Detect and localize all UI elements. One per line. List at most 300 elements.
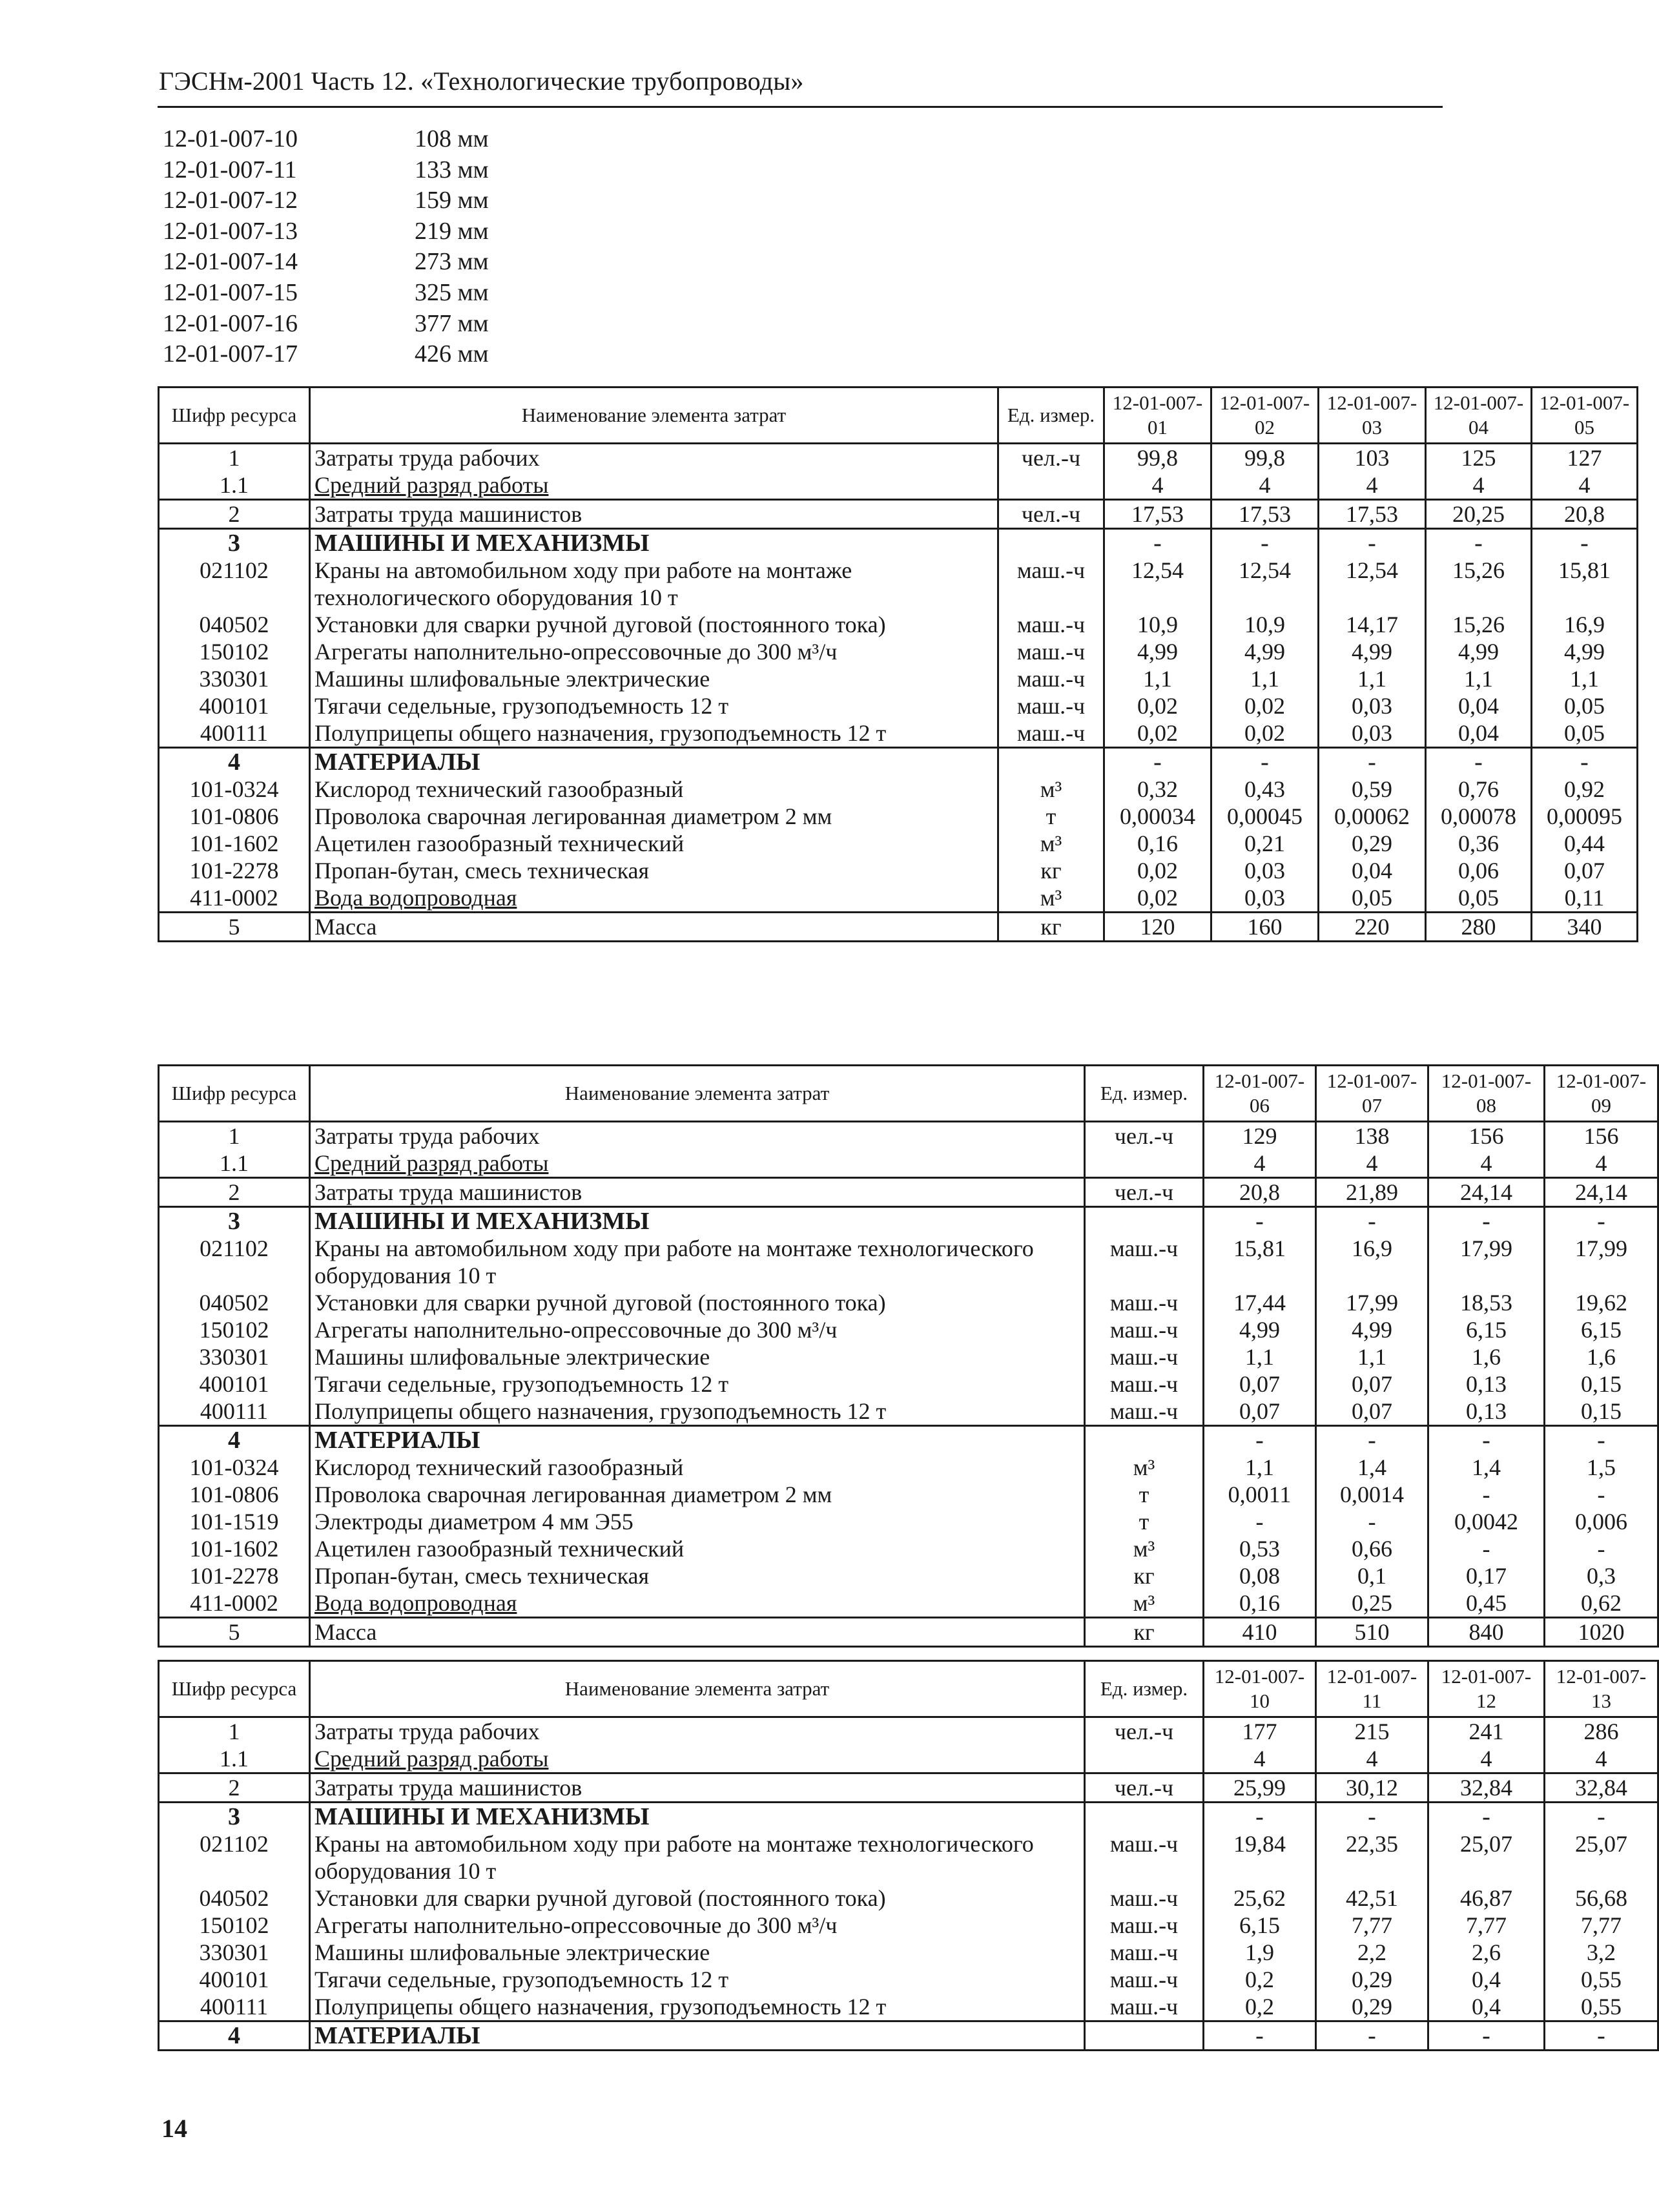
resource-unit: маш.-ч <box>998 719 1104 748</box>
resource-value: 0,45 <box>1428 1589 1545 1618</box>
code-list-code: 12-01-007-11 <box>163 156 297 183</box>
resource-value: - <box>1428 1481 1545 1508</box>
resource-value: 156 <box>1428 1122 1545 1150</box>
resource-value: 30,12 <box>1316 1773 1428 1803</box>
resource-value: 0,07 <box>1532 857 1638 884</box>
table-row <box>159 1803 1658 1831</box>
resource-unit: чел.-ч <box>998 500 1104 529</box>
resource-value: 0,02 <box>1104 692 1211 719</box>
resource-unit <box>998 471 1104 500</box>
resource-value: 0,07 <box>1204 1398 1316 1426</box>
resource-code: 040502 <box>159 1289 310 1316</box>
resource-value: 10,9 <box>1211 611 1319 638</box>
resource-value: 177 <box>1204 1717 1316 1746</box>
table-row <box>159 1966 1658 1993</box>
resource-name: Агрегаты наполнительно-опрессовочные до 300 м³/ч <box>310 638 998 665</box>
resource-code: 040502 <box>159 611 310 638</box>
resource-code: 150102 <box>159 1316 310 1343</box>
code-list-size: 273 мм <box>415 248 489 276</box>
table-row <box>159 1535 1658 1562</box>
table-row <box>159 803 1638 830</box>
resource-name: Установки для сварки ручной дуговой (постоянного тока) <box>310 1885 1085 1912</box>
resource-value: 0,0011 <box>1204 1481 1316 1508</box>
resource-value: 0,25 <box>1316 1589 1428 1618</box>
resource-value: 0,44 <box>1532 830 1638 857</box>
resource-value: 1,1 <box>1104 665 1211 692</box>
resource-value: 0,00078 <box>1426 803 1532 830</box>
resource-value: 0,05 <box>1319 884 1426 913</box>
resource-value: 0,29 <box>1316 1993 1428 2021</box>
resource-value: 0,32 <box>1104 776 1211 803</box>
resource-value: 0,16 <box>1204 1589 1316 1618</box>
resource-name: Ацетилен газообразный технический <box>310 1535 1085 1562</box>
resource-code: 411-0002 <box>159 884 310 913</box>
header-column-code: 12-01-007-10 <box>1204 1661 1316 1717</box>
resource-value: 0,05 <box>1532 719 1638 748</box>
header-column-code: 12-01-007-08 <box>1428 1066 1545 1122</box>
table-row <box>159 830 1638 857</box>
code-list-size: 159 мм <box>415 187 489 214</box>
resource-code: 101-0324 <box>159 776 310 803</box>
resource-name: Средний разряд работы <box>310 471 998 500</box>
table-row <box>159 529 1638 557</box>
resource-value: 241 <box>1428 1717 1545 1746</box>
resource-unit: кг <box>1085 1562 1204 1589</box>
header-column-code: 12-01-007-11 <box>1316 1661 1428 1717</box>
table-row <box>159 857 1638 884</box>
resource-value: 0,62 <box>1545 1589 1658 1618</box>
table-row <box>159 1289 1658 1316</box>
header-column-code: 12-01-007-03 <box>1319 388 1426 444</box>
resource-value: 1,1 <box>1319 665 1426 692</box>
resource-value: 4,99 <box>1211 638 1319 665</box>
resource-value: 4,99 <box>1104 638 1211 665</box>
resource-unit: кг <box>998 913 1104 942</box>
resource-code: 330301 <box>159 665 310 692</box>
resource-value: 286 <box>1545 1717 1658 1746</box>
resource-value: 0,00034 <box>1104 803 1211 830</box>
resource-unit: т <box>1085 1508 1204 1535</box>
code-list-size: 133 мм <box>415 156 489 183</box>
table-row <box>159 1885 1658 1912</box>
resource-unit: м³ <box>1085 1454 1204 1481</box>
header-column-code: 12-01-007-02 <box>1211 388 1319 444</box>
table-row <box>159 1343 1658 1370</box>
code-list-row <box>163 124 489 155</box>
resource-value: 215 <box>1316 1717 1428 1746</box>
code-list-size: 108 мм <box>415 125 489 152</box>
resource-code: 400111 <box>159 1398 310 1426</box>
resource-code: 400101 <box>159 1370 310 1398</box>
resource-table-3 <box>158 1660 1659 2051</box>
header-name: Наименование элемента затрат <box>310 388 998 444</box>
resource-value: 0,29 <box>1316 1966 1428 1993</box>
resource-value: 15,26 <box>1426 611 1532 638</box>
resource-value: 19,84 <box>1204 1830 1316 1885</box>
resource-name: Средний разряд работы <box>310 1745 1085 1773</box>
resource-name: МАТЕРИАЛЫ <box>310 1426 1085 1454</box>
resource-code: 4 <box>159 2021 310 2051</box>
header-column-code: 12-01-007-07 <box>1316 1066 1428 1122</box>
resource-unit: маш.-ч <box>1085 1912 1204 1939</box>
resource-value: 12,54 <box>1211 557 1319 611</box>
resource-value: - <box>1532 748 1638 776</box>
resource-value: 4 <box>1104 471 1211 500</box>
resource-code: 5 <box>159 1618 310 1647</box>
resource-code: 400101 <box>159 692 310 719</box>
resource-value: - <box>1428 1535 1545 1562</box>
resource-name: Агрегаты наполнительно-опрессовочные до 300 м³/ч <box>310 1912 1085 1939</box>
resource-name: МАШИНЫ И МЕХАНИЗМЫ <box>310 529 998 557</box>
resource-code: 3 <box>159 1803 310 1831</box>
resource-value: - <box>1428 2021 1545 2051</box>
resource-value: 120 <box>1104 913 1211 942</box>
resource-value: 0,05 <box>1532 692 1638 719</box>
resource-name: Тягачи седельные, грузоподъемность 12 т <box>310 1370 1085 1398</box>
resource-value: 0,03 <box>1319 692 1426 719</box>
code-size-list <box>163 124 489 370</box>
resource-value: 20,8 <box>1204 1178 1316 1207</box>
resource-unit: чел.-ч <box>998 444 1104 472</box>
resource-unit: чел.-ч <box>1085 1178 1204 1207</box>
resource-value: 0,17 <box>1428 1562 1545 1589</box>
table-row <box>159 500 1638 529</box>
resource-value: 0,4 <box>1428 1993 1545 2021</box>
resource-unit: маш.-ч <box>998 638 1104 665</box>
header-name: Наименование элемента затрат <box>310 1066 1085 1122</box>
resource-value: 16,9 <box>1316 1235 1428 1289</box>
resource-code: 5 <box>159 913 310 942</box>
table-row <box>159 1178 1658 1207</box>
table-row <box>159 748 1638 776</box>
resource-value: - <box>1428 1426 1545 1454</box>
resource-value: 24,14 <box>1428 1178 1545 1207</box>
resource-code: 411-0002 <box>159 1589 310 1618</box>
resource-unit: маш.-ч <box>1085 1830 1204 1885</box>
resource-table-1 <box>158 386 1638 942</box>
resource-name: Полуприцепы общего назначения, грузоподъемность 12 т <box>310 719 998 748</box>
resource-code: 150102 <box>159 638 310 665</box>
resource-value: 1,1 <box>1204 1343 1316 1370</box>
resource-value: - <box>1204 1508 1316 1535</box>
table-row <box>159 1745 1658 1773</box>
resource-code: 3 <box>159 529 310 557</box>
resource-name: Установки для сварки ручной дуговой (постоянного тока) <box>310 1289 1085 1316</box>
header-unit: Ед. измер. <box>998 388 1104 444</box>
resource-value: 0,29 <box>1319 830 1426 857</box>
resource-value: 340 <box>1532 913 1638 942</box>
resource-value: 21,89 <box>1316 1178 1428 1207</box>
code-list-code: 12-01-007-15 <box>163 278 298 306</box>
resource-code: 101-2278 <box>159 1562 310 1589</box>
resource-value: - <box>1204 1426 1316 1454</box>
resource-code: 3 <box>159 1207 310 1235</box>
resource-name: Затраты труда рабочих <box>310 1717 1085 1746</box>
resource-name: Машины шлифовальные электрические <box>310 1343 1085 1370</box>
code-list-size: 325 мм <box>415 278 489 306</box>
resource-value: 46,87 <box>1428 1885 1545 1912</box>
resource-unit: т <box>1085 1481 1204 1508</box>
resource-value: 12,54 <box>1319 557 1426 611</box>
resource-unit: кг <box>1085 1618 1204 1647</box>
resource-value: 19,62 <box>1545 1289 1658 1316</box>
resource-unit <box>1085 2021 1204 2051</box>
resource-unit: маш.-ч <box>998 611 1104 638</box>
resource-value: - <box>1545 1481 1658 1508</box>
resource-unit <box>1085 1803 1204 1831</box>
code-list-row <box>163 216 489 247</box>
code-list-row <box>163 309 489 340</box>
code-list-size: 426 мм <box>415 340 489 368</box>
resource-value: 7,77 <box>1428 1912 1545 1939</box>
code-list-row <box>163 185 489 216</box>
resource-code: 101-0324 <box>159 1454 310 1481</box>
resource-value: - <box>1545 1426 1658 1454</box>
resource-value: 1,1 <box>1532 665 1638 692</box>
resource-unit: маш.-ч <box>1085 1993 1204 2021</box>
resource-value: 0,03 <box>1211 857 1319 884</box>
resource-value: 99,8 <box>1104 444 1211 472</box>
resource-value: 4 <box>1545 1745 1658 1773</box>
resource-code: 1.1 <box>159 1150 310 1178</box>
table-row <box>159 1370 1658 1398</box>
resource-value: 125 <box>1426 444 1532 472</box>
resource-code: 2 <box>159 1773 310 1803</box>
resource-value: - <box>1428 1803 1545 1831</box>
resource-value: 6,15 <box>1545 1316 1658 1343</box>
resource-value: 0,21 <box>1211 830 1319 857</box>
code-list-row <box>163 155 489 186</box>
resource-unit: маш.-ч <box>1085 1316 1204 1343</box>
table-row <box>159 1398 1658 1426</box>
resource-value: 32,84 <box>1428 1773 1545 1803</box>
resource-code: 101-1602 <box>159 1535 310 1562</box>
resource-value: 4,99 <box>1319 638 1426 665</box>
resource-value: 6,15 <box>1428 1316 1545 1343</box>
resource-value: 0,00095 <box>1532 803 1638 830</box>
resource-value: 103 <box>1319 444 1426 472</box>
resource-unit: маш.-ч <box>1085 1370 1204 1398</box>
code-list-row <box>163 339 489 370</box>
table-row <box>159 1717 1658 1746</box>
resource-value: 15,81 <box>1204 1235 1316 1289</box>
resource-value: 0,02 <box>1211 719 1319 748</box>
code-list-code: 12-01-007-12 <box>163 187 298 214</box>
resource-value: 0,2 <box>1204 1993 1316 2021</box>
resource-unit: м³ <box>1085 1535 1204 1562</box>
resource-value: 4 <box>1316 1150 1428 1178</box>
code-list-row <box>163 278 489 309</box>
resource-value: 4 <box>1532 471 1638 500</box>
resource-code: 400111 <box>159 1993 310 2021</box>
resource-value: 12,54 <box>1104 557 1211 611</box>
resource-value: 0,55 <box>1545 1966 1658 1993</box>
resource-value: 138 <box>1316 1122 1428 1150</box>
resource-value: - <box>1545 1535 1658 1562</box>
resource-value: - <box>1211 748 1319 776</box>
resource-value: 0,04 <box>1319 857 1426 884</box>
resource-value: 4 <box>1426 471 1532 500</box>
resource-value: 4,99 <box>1426 638 1532 665</box>
resource-value: 17,53 <box>1104 500 1211 529</box>
resource-value: - <box>1545 1207 1658 1235</box>
resource-name: Затраты труда машинистов <box>310 500 998 529</box>
resource-code: 021102 <box>159 1235 310 1289</box>
resource-value: 4,99 <box>1204 1316 1316 1343</box>
resource-value: 0,15 <box>1545 1370 1658 1398</box>
resource-value: 20,8 <box>1532 500 1638 529</box>
resource-value: 0,07 <box>1316 1370 1428 1398</box>
resource-name: Краны на автомобильном ходу при работе на монтаже технологического оборудования 10 т <box>310 1830 1085 1885</box>
resource-value: 4,99 <box>1532 638 1638 665</box>
resource-value: 4 <box>1211 471 1319 500</box>
resource-value: 25,07 <box>1545 1830 1658 1885</box>
resource-unit: маш.-ч <box>1085 1289 1204 1316</box>
resource-value: 0,11 <box>1532 884 1638 913</box>
resource-value: 4,99 <box>1316 1316 1428 1343</box>
resource-value: 14,17 <box>1319 611 1426 638</box>
table-row <box>159 1426 1658 1454</box>
resource-code: 2 <box>159 1178 310 1207</box>
resource-value: 22,35 <box>1316 1830 1428 1885</box>
resource-value: 0,03 <box>1211 884 1319 913</box>
resource-name: Затраты труда машинистов <box>310 1178 1085 1207</box>
resource-name: Масса <box>310 1618 1085 1647</box>
header-column-code: 12-01-007-05 <box>1532 388 1638 444</box>
resource-unit: маш.-ч <box>1085 1343 1204 1370</box>
resource-name: Тягачи седельные, грузоподъемность 12 т <box>310 1966 1085 1993</box>
resource-value: - <box>1211 529 1319 557</box>
table-row <box>159 1235 1658 1289</box>
header-code: Шифр ресурса <box>159 388 310 444</box>
resource-value: 0,53 <box>1204 1535 1316 1562</box>
resource-unit: м³ <box>998 884 1104 913</box>
resource-value: 0,08 <box>1204 1562 1316 1589</box>
header-column-code: 12-01-007-06 <box>1204 1066 1316 1122</box>
resource-value: 17,53 <box>1211 500 1319 529</box>
resource-value: 4 <box>1316 1745 1428 1773</box>
resource-value: 0,66 <box>1316 1535 1428 1562</box>
resource-name: Вода водопроводная <box>310 884 998 913</box>
resource-unit: м³ <box>1085 1589 1204 1618</box>
resource-value: - <box>1104 529 1211 557</box>
code-list-size: 219 мм <box>415 217 489 245</box>
resource-code: 1 <box>159 1717 310 1746</box>
resource-value: 0,07 <box>1204 1370 1316 1398</box>
table-row <box>159 1122 1658 1150</box>
header-column-code: 12-01-007-13 <box>1545 1661 1658 1717</box>
resource-name: Полуприцепы общего назначения, грузоподъемность 12 т <box>310 1398 1085 1426</box>
code-list-row <box>163 247 489 278</box>
table-row <box>159 1773 1658 1803</box>
resource-value: 0,13 <box>1428 1398 1545 1426</box>
resource-name: Краны на автомобильном ходу при работе на монтаже технологического оборудования 10 т <box>310 557 998 611</box>
resource-value: 0,36 <box>1426 830 1532 857</box>
resource-unit: маш.-ч <box>998 665 1104 692</box>
resource-value: 0,02 <box>1104 857 1211 884</box>
resource-value: 0,06 <box>1426 857 1532 884</box>
resource-value: 0,00062 <box>1319 803 1426 830</box>
resource-name: Краны на автомобильном ходу при работе на монтаже технологического оборудования 10 т <box>310 1235 1085 1289</box>
resource-value: 0,02 <box>1211 692 1319 719</box>
resource-value: 0,13 <box>1428 1370 1545 1398</box>
resource-value: - <box>1316 1207 1428 1235</box>
header-name: Наименование элемента затрат <box>310 1661 1085 1717</box>
resource-name: Затраты труда рабочих <box>310 444 998 472</box>
resource-name: Проволока сварочная легированная диаметром 2 мм <box>310 803 998 830</box>
resource-value: 1,6 <box>1428 1343 1545 1370</box>
resource-value: 99,8 <box>1211 444 1319 472</box>
header-code: Шифр ресурса <box>159 1661 310 1717</box>
resource-code: 4 <box>159 1426 310 1454</box>
resource-code: 021102 <box>159 557 310 611</box>
resource-value: 0,05 <box>1426 884 1532 913</box>
resource-value: - <box>1545 2021 1658 2051</box>
resource-unit <box>1085 1150 1204 1178</box>
resource-value: 7,77 <box>1316 1912 1428 1939</box>
resource-name: Тягачи седельные, грузоподъемность 12 т <box>310 692 998 719</box>
resource-code: 1 <box>159 1122 310 1150</box>
resource-value: - <box>1545 1803 1658 1831</box>
resource-value: - <box>1426 529 1532 557</box>
resource-code: 1.1 <box>159 471 310 500</box>
resource-name: Агрегаты наполнительно-опрессовочные до 300 м³/ч <box>310 1316 1085 1343</box>
table-row <box>159 719 1638 748</box>
resource-value: 0,59 <box>1319 776 1426 803</box>
resource-value: 1,1 <box>1426 665 1532 692</box>
resource-value: 4 <box>1319 471 1426 500</box>
header-code: Шифр ресурса <box>159 1066 310 1122</box>
table-row <box>159 1207 1658 1235</box>
resource-value: 4 <box>1204 1150 1316 1178</box>
resource-unit: м³ <box>998 776 1104 803</box>
resource-unit <box>998 748 1104 776</box>
resource-value: 1020 <box>1545 1618 1658 1647</box>
table-row <box>159 638 1638 665</box>
resource-value: 2,2 <box>1316 1939 1428 1966</box>
resource-unit: маш.-ч <box>1085 1885 1204 1912</box>
resource-value: 16,9 <box>1532 611 1638 638</box>
resource-value: 2,6 <box>1428 1939 1545 1966</box>
table-row <box>159 665 1638 692</box>
resource-value: 0,55 <box>1545 1993 1658 2021</box>
resource-value: 840 <box>1428 1618 1545 1647</box>
resource-value: - <box>1316 1508 1428 1535</box>
resource-name: Масса <box>310 913 998 942</box>
resource-value: 1,5 <box>1545 1454 1658 1481</box>
resource-value: 0,76 <box>1426 776 1532 803</box>
resource-value: 280 <box>1426 913 1532 942</box>
resource-code: 330301 <box>159 1939 310 1966</box>
resource-name: Пропан-бутан, смесь техническая <box>310 1562 1085 1589</box>
resource-code: 330301 <box>159 1343 310 1370</box>
code-list-code: 12-01-007-14 <box>163 248 298 276</box>
resource-unit: чел.-ч <box>1085 1773 1204 1803</box>
resource-code: 1 <box>159 444 310 472</box>
resource-value: 0,07 <box>1316 1398 1428 1426</box>
resource-name: Кислород технический газообразный <box>310 1454 1085 1481</box>
resource-unit: м³ <box>998 830 1104 857</box>
resource-value: 0,006 <box>1545 1508 1658 1535</box>
resource-value: 3,2 <box>1545 1939 1658 1966</box>
table-row <box>159 913 1638 942</box>
resource-value: 1,1 <box>1316 1343 1428 1370</box>
resource-value: 17,99 <box>1428 1235 1545 1289</box>
resource-code: 150102 <box>159 1912 310 1939</box>
resource-value: 0,4 <box>1428 1966 1545 1993</box>
resource-code: 400101 <box>159 1966 310 1993</box>
resource-name: Полуприцепы общего назначения, грузоподъемность 12 т <box>310 1993 1085 2021</box>
